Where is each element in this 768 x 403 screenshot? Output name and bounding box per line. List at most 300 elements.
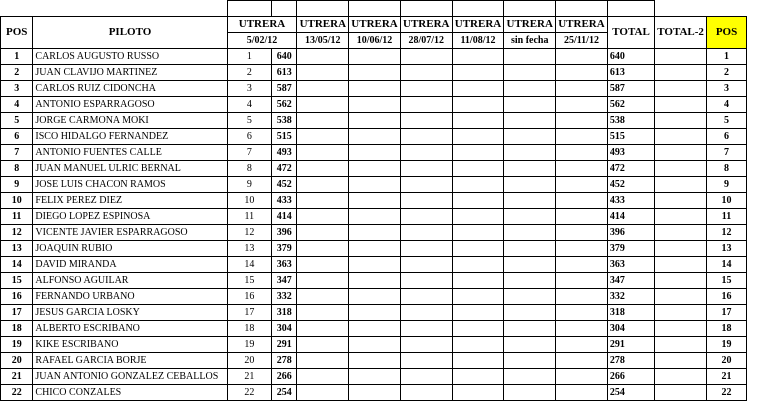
total2-cell: [655, 129, 707, 145]
race-4-cell: [400, 97, 452, 113]
row-pos: 15: [1, 273, 33, 289]
race-4-name: UTRERA: [400, 17, 452, 33]
row-pos: 4: [1, 97, 33, 113]
race-7-cell: [556, 161, 608, 177]
race-1-place: 14: [227, 257, 272, 273]
pos-final-cell: 6: [706, 129, 746, 145]
total2-cell: [655, 385, 707, 401]
race-3-cell: [349, 145, 401, 161]
race-2-cell: [297, 257, 349, 273]
table-row: [1, 385, 768, 401]
race-5-cell: [452, 241, 504, 257]
race-1-place: 5: [227, 113, 272, 129]
row-pos: 22: [1, 385, 33, 401]
spacer-cell: [349, 1, 401, 17]
total2-cell: [655, 97, 707, 113]
race-7-cell: [556, 321, 608, 337]
spacer-cell: [297, 1, 349, 17]
race-2-cell: [297, 129, 349, 145]
total2-cell: [655, 145, 707, 161]
pos-final-cell: 8: [706, 161, 746, 177]
row-pos: 11: [1, 209, 33, 225]
race-7-name: UTRERA: [556, 17, 608, 33]
race-4-cell: [400, 65, 452, 81]
pos-final-cell: 10: [706, 193, 746, 209]
race-5-cell: [452, 369, 504, 385]
race-6-cell: [504, 321, 556, 337]
race-5-cell: [452, 305, 504, 321]
total-cell: 318: [607, 305, 654, 321]
race-2-cell: [297, 209, 349, 225]
race-3-cell: [349, 337, 401, 353]
race-3-cell: [349, 257, 401, 273]
race-4-cell: [400, 193, 452, 209]
table-row: [1, 193, 768, 209]
race-6-cell: [504, 97, 556, 113]
race-2-name: UTRERA: [297, 17, 349, 33]
table-row: [1, 305, 768, 321]
race-2-cell: [297, 385, 349, 401]
race-1-place: 2: [227, 65, 272, 81]
row-pos: 19: [1, 337, 33, 353]
pilot-name: JESUS GARCIA LOSKY: [33, 305, 227, 321]
pos-final-cell: 20: [706, 353, 746, 369]
spacer-cell: [400, 1, 452, 17]
pos-final-cell: 7: [706, 145, 746, 161]
race-1-points: 472: [272, 161, 297, 177]
race-5-cell: [452, 97, 504, 113]
race-6-cell: [504, 161, 556, 177]
pilot-name: CARLOS AUGUSTO RUSSO: [33, 49, 227, 65]
race-5-cell: [452, 145, 504, 161]
race-3-cell: [349, 97, 401, 113]
race-7-cell: [556, 129, 608, 145]
pos-final-cell: 15: [706, 273, 746, 289]
race-1-points: 515: [272, 129, 297, 145]
race-4-cell: [400, 337, 452, 353]
race-4-cell: [400, 209, 452, 225]
race-7-cell: [556, 193, 608, 209]
race-5-cell: [452, 257, 504, 273]
race-3-cell: [349, 241, 401, 257]
race-1-place: 4: [227, 97, 272, 113]
race-4-cell: [400, 385, 452, 401]
race-1-points: 396: [272, 225, 297, 241]
race-2-cell: [297, 113, 349, 129]
total2-cell: [655, 65, 707, 81]
race-4-cell: [400, 289, 452, 305]
total2-cell: [655, 225, 707, 241]
pilot-name: DAVID MIRANDA: [33, 257, 227, 273]
race-5-cell: [452, 209, 504, 225]
table-row: [1, 321, 768, 337]
table-row: [1, 81, 768, 97]
race-3-cell: [349, 289, 401, 305]
race-7-cell: [556, 81, 608, 97]
race-6-cell: [504, 241, 556, 257]
race-3-cell: [349, 273, 401, 289]
total-cell: 347: [607, 273, 654, 289]
pilot-name: VICENTE JAVIER ESPARRAGOSO: [33, 225, 227, 241]
race-5-cell: [452, 289, 504, 305]
row-pos: 14: [1, 257, 33, 273]
row-pos: 5: [1, 113, 33, 129]
row-pos: 16: [1, 289, 33, 305]
table-row: [1, 145, 768, 161]
total2-cell: [655, 337, 707, 353]
pilot-name: ALFONSO AGUILAR: [33, 273, 227, 289]
pilot-name: ALBERTO ESCRIBANO: [33, 321, 227, 337]
pilot-name: JOSE LUIS CHACON RAMOS: [33, 177, 227, 193]
race-2-cell: [297, 353, 349, 369]
spacer-cell: [607, 1, 654, 17]
total-cell: 493: [607, 145, 654, 161]
pilot-name: CHICO CONZALES: [33, 385, 227, 401]
race-3-cell: [349, 113, 401, 129]
pos-final-cell: 17: [706, 305, 746, 321]
race-3-cell: [349, 49, 401, 65]
total2-cell: [655, 289, 707, 305]
table-row: [1, 369, 768, 385]
race-3-cell: [349, 129, 401, 145]
table-row: [1, 161, 768, 177]
pilot-name: ANTONIO ESPARRAGOSO: [33, 97, 227, 113]
race-1-points: 254: [272, 385, 297, 401]
race-7-cell: [556, 353, 608, 369]
total-header: TOTAL: [607, 17, 654, 49]
race-5-name: UTRERA: [452, 17, 504, 33]
table-row: [1, 225, 768, 241]
total-cell: 396: [607, 225, 654, 241]
race-5-cell: [452, 113, 504, 129]
table-row: [1, 65, 768, 81]
race-2-cell: [297, 193, 349, 209]
race-1-points: 538: [272, 113, 297, 129]
race-1-place: 9: [227, 177, 272, 193]
race-7-cell: [556, 257, 608, 273]
race-3-name: UTRERA: [349, 17, 401, 33]
pilot-name: FERNANDO URBANO: [33, 289, 227, 305]
total2-cell: [655, 193, 707, 209]
race-6-cell: [504, 81, 556, 97]
race-6-cell: [504, 49, 556, 65]
pos-final-cell: 13: [706, 241, 746, 257]
pilot-name: DIEGO LOPEZ ESPINOSA: [33, 209, 227, 225]
pilot-name: JUAN ANTONIO GONZALEZ CEBALLOS: [33, 369, 227, 385]
race-1-place: 10: [227, 193, 272, 209]
pilot-name: FELIX PEREZ DIEZ: [33, 193, 227, 209]
row-pos: 3: [1, 81, 33, 97]
race-2-cell: [297, 97, 349, 113]
race-2-cell: [297, 337, 349, 353]
race-4-cell: [400, 145, 452, 161]
race-1-place: 3: [227, 81, 272, 97]
race-3-cell: [349, 193, 401, 209]
pos-final-header: POS: [706, 17, 746, 49]
pos-final-cell: 12: [706, 225, 746, 241]
row-pos: 12: [1, 225, 33, 241]
race-1-points: 304: [272, 321, 297, 337]
pos-final-cell: 19: [706, 337, 746, 353]
spacer-cell: [272, 1, 297, 17]
race-1-points: 278: [272, 353, 297, 369]
race-2-cell: [297, 225, 349, 241]
pilot-name: CARLOS RUIZ CIDONCHA: [33, 81, 227, 97]
race-5-cell: [452, 353, 504, 369]
race-2-date: 13/05/12: [297, 33, 349, 49]
race-7-cell: [556, 273, 608, 289]
race-3-cell: [349, 321, 401, 337]
table-row: [1, 289, 768, 305]
table-row: [1, 97, 768, 113]
table-row: [1, 209, 768, 225]
race-1-points: 291: [272, 337, 297, 353]
race-4-cell: [400, 305, 452, 321]
race-7-cell: [556, 369, 608, 385]
pilot-name: JORGE CARMONA MOKI: [33, 113, 227, 129]
race-5-cell: [452, 177, 504, 193]
pos-final-cell: 4: [706, 97, 746, 113]
race-6-cell: [504, 369, 556, 385]
race-2-cell: [297, 273, 349, 289]
race-1-place: 1: [227, 49, 272, 65]
race-1-place: 17: [227, 305, 272, 321]
race-2-cell: [297, 369, 349, 385]
total2-cell: [655, 177, 707, 193]
total2-cell: [655, 305, 707, 321]
race-1-points: 493: [272, 145, 297, 161]
race-1-place: 6: [227, 129, 272, 145]
total2-cell: [655, 49, 707, 65]
total2-cell: [655, 353, 707, 369]
row-pos: 2: [1, 65, 33, 81]
race-4-cell: [400, 81, 452, 97]
spacer-cell: [504, 1, 556, 17]
total2-cell: [655, 257, 707, 273]
pos-final-cell: 1: [706, 49, 746, 65]
race-7-cell: [556, 289, 608, 305]
table-row: [1, 273, 768, 289]
pilot-name: RAFAEL GARCIA BORJE: [33, 353, 227, 369]
race-7-date: 25/11/12: [556, 33, 608, 49]
race-6-cell: [504, 257, 556, 273]
race-6-cell: [504, 193, 556, 209]
race-1-points: 332: [272, 289, 297, 305]
total-cell: 587: [607, 81, 654, 97]
race-6-cell: [504, 177, 556, 193]
race-7-cell: [556, 385, 608, 401]
race-4-date: 28/07/12: [400, 33, 452, 49]
race-3-cell: [349, 305, 401, 321]
row-pos: 20: [1, 353, 33, 369]
race-1-points: 363: [272, 257, 297, 273]
race-4-cell: [400, 49, 452, 65]
race-3-cell: [349, 209, 401, 225]
race-2-cell: [297, 241, 349, 257]
piloto-header: PILOTO: [33, 17, 227, 49]
race-1-place: 19: [227, 337, 272, 353]
race-1-points: 562: [272, 97, 297, 113]
race-6-date: sin fecha: [504, 33, 556, 49]
race-5-cell: [452, 193, 504, 209]
race-5-cell: [452, 273, 504, 289]
table-row: [1, 353, 768, 369]
race-6-cell: [504, 113, 556, 129]
total-cell: 254: [607, 385, 654, 401]
race-4-cell: [400, 161, 452, 177]
race-2-cell: [297, 65, 349, 81]
total-cell: 452: [607, 177, 654, 193]
race-4-cell: [400, 225, 452, 241]
race-3-cell: [349, 369, 401, 385]
race-2-cell: [297, 49, 349, 65]
spacer-cell: [227, 1, 272, 17]
table-row: [1, 113, 768, 129]
race-3-cell: [349, 225, 401, 241]
row-pos: 9: [1, 177, 33, 193]
race-7-cell: [556, 305, 608, 321]
table-row: [1, 177, 768, 193]
spacer-cell: [452, 1, 504, 17]
pos-final-cell: 3: [706, 81, 746, 97]
race-5-cell: [452, 225, 504, 241]
race-4-cell: [400, 129, 452, 145]
pilot-name: ANTONIO FUENTES CALLE: [33, 145, 227, 161]
pilot-name: JUAN MANUEL ULRIC BERNAL: [33, 161, 227, 177]
race-4-cell: [400, 353, 452, 369]
pos-final-cell: 5: [706, 113, 746, 129]
race-1-points: 379: [272, 241, 297, 257]
race-4-cell: [400, 369, 452, 385]
pos-final-cell: 18: [706, 321, 746, 337]
pos-final-cell: 2: [706, 65, 746, 81]
race-6-cell: [504, 337, 556, 353]
total-cell: 291: [607, 337, 654, 353]
race-1-name: UTRERA: [227, 17, 297, 33]
race-4-cell: [400, 113, 452, 129]
total-cell: 472: [607, 161, 654, 177]
race-5-cell: [452, 337, 504, 353]
total-cell: 613: [607, 65, 654, 81]
race-5-cell: [452, 81, 504, 97]
race-2-cell: [297, 321, 349, 337]
total2-cell: [655, 369, 707, 385]
race-3-cell: [349, 177, 401, 193]
spacer-cell: [556, 1, 608, 17]
race-1-points: 414: [272, 209, 297, 225]
race-1-points: 318: [272, 305, 297, 321]
race-4-cell: [400, 321, 452, 337]
total-cell: 304: [607, 321, 654, 337]
race-5-cell: [452, 321, 504, 337]
pilot-name: JOAQUIN RUBIO: [33, 241, 227, 257]
race-3-date: 10/06/12: [349, 33, 401, 49]
race-2-cell: [297, 177, 349, 193]
race-1-place: 20: [227, 353, 272, 369]
race-1-place: 21: [227, 369, 272, 385]
row-pos: 21: [1, 369, 33, 385]
race-2-cell: [297, 305, 349, 321]
race-6-cell: [504, 209, 556, 225]
race-1-points: 266: [272, 369, 297, 385]
race-6-cell: [504, 305, 556, 321]
row-pos: 17: [1, 305, 33, 321]
race-6-cell: [504, 385, 556, 401]
total-cell: 414: [607, 209, 654, 225]
race-1-place: 16: [227, 289, 272, 305]
race-1-place: 11: [227, 209, 272, 225]
table-row: [1, 129, 768, 145]
race-5-cell: [452, 385, 504, 401]
race-1-place: 18: [227, 321, 272, 337]
race-1-points: 613: [272, 65, 297, 81]
race-4-cell: [400, 241, 452, 257]
race-6-cell: [504, 145, 556, 161]
race-2-cell: [297, 145, 349, 161]
race-7-cell: [556, 177, 608, 193]
pilot-name: JUAN CLAVIJO MARTINEZ: [33, 65, 227, 81]
total-cell: 538: [607, 113, 654, 129]
race-1-place: 7: [227, 145, 272, 161]
row-pos: 18: [1, 321, 33, 337]
race-4-cell: [400, 273, 452, 289]
race-1-place: 15: [227, 273, 272, 289]
total-cell: 562: [607, 97, 654, 113]
total2-cell: [655, 273, 707, 289]
race-3-cell: [349, 81, 401, 97]
total2-cell: [655, 161, 707, 177]
table-row: [1, 257, 768, 273]
total2-cell: [655, 209, 707, 225]
race-3-cell: [349, 385, 401, 401]
pilot-name: KIKE ESCRIBANO: [33, 337, 227, 353]
race-4-cell: [400, 177, 452, 193]
race-5-date: 11/08/12: [452, 33, 504, 49]
race-7-cell: [556, 241, 608, 257]
total-cell: 278: [607, 353, 654, 369]
table-row: [1, 241, 768, 257]
race-1-points: 347: [272, 273, 297, 289]
race-7-cell: [556, 49, 608, 65]
race-6-cell: [504, 289, 556, 305]
race-4-cell: [400, 257, 452, 273]
race-7-cell: [556, 97, 608, 113]
total2-cell: [655, 113, 707, 129]
race-5-cell: [452, 49, 504, 65]
total2-cell: [655, 241, 707, 257]
race-7-cell: [556, 225, 608, 241]
total2-cell: [655, 81, 707, 97]
total2-header: TOTAL-2: [655, 17, 707, 49]
race-6-cell: [504, 273, 556, 289]
total-cell: 266: [607, 369, 654, 385]
pos-header: POS: [1, 17, 33, 49]
race-5-cell: [452, 129, 504, 145]
race-5-cell: [452, 161, 504, 177]
race-1-points: 587: [272, 81, 297, 97]
pos-final-cell: 9: [706, 177, 746, 193]
race-7-cell: [556, 113, 608, 129]
race-7-cell: [556, 65, 608, 81]
row-pos: 1: [1, 49, 33, 65]
total-cell: 363: [607, 257, 654, 273]
race-1-place: 13: [227, 241, 272, 257]
race-3-cell: [349, 161, 401, 177]
pilot-name: ISCO HIDALGO FERNANDEZ: [33, 129, 227, 145]
race-2-cell: [297, 289, 349, 305]
race-5-cell: [452, 65, 504, 81]
race-3-cell: [349, 353, 401, 369]
